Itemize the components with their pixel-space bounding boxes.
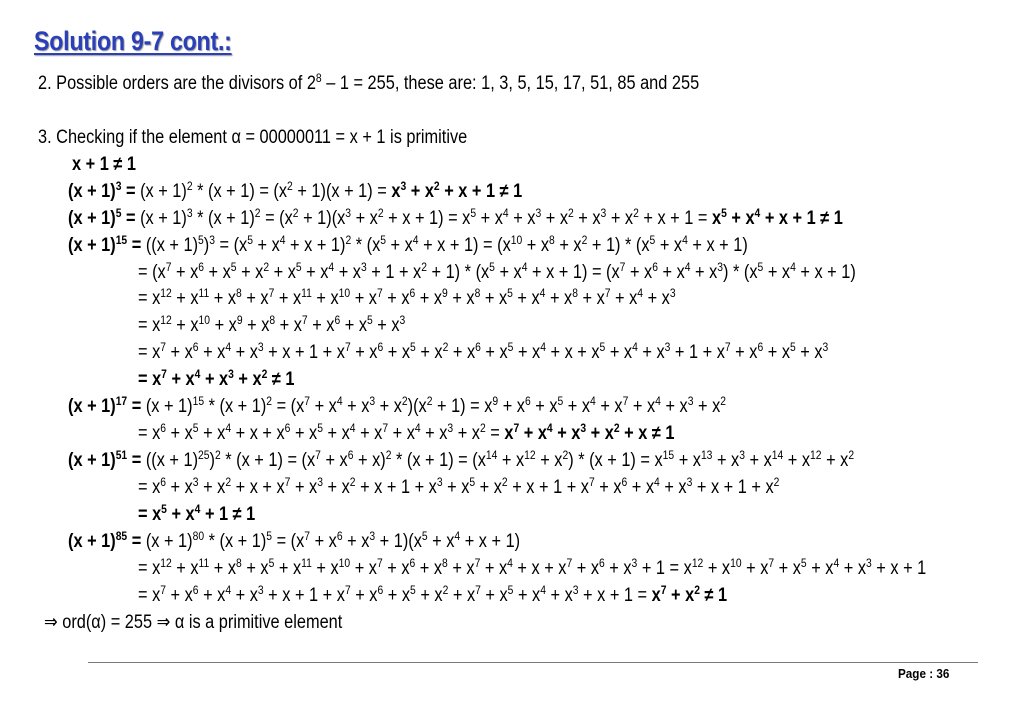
content-line: = $x^{12} + x^{11} + x^8 + x^5 + x^{11} + x^{10} + x^7 + x^6 + x^8 + x^7 + x^4 + x + x^7 + x^6 + x^3 + 1 = x^{12} + x^{10} + x^7 + x^5 + x^4 + x^3 + x + 1$ [138,556,927,579]
content-line: = $x^7 + x^4 + x^3 + x^2 \ne 1$ [138,367,295,390]
content-line: $(x + 1)^3 = (x + 1)^2 * (x + 1) = (x^2 + 1)(x + 1) = x^3 + x^2 + x + 1 \ne 1$ [68,179,523,202]
content-line: $(x + 1)^{51} = ((x + 1)^{25})^2 * (x + 1) = (x^7 + x^6 + x)^2 * (x + 1) = (x^{14} + x^{12} + x^2) * (x + 1) = x^{15} + x^{13} + x^3 + x^{14} + x^{12} + x^2$ [68,448,855,471]
content-line: $(x + 1)^5 = (x + 1)^3 * (x + 1)^2 = (x^2 + 1)(x^3 + x^2 + x + 1) = x^5 + x^4 + x^3 + x^2 + x^3 + x^2 + x + 1 = x^5 + x^4 + x + 1 \ne 1$ [68,206,843,229]
content-line: $(x + 1)^{17} = (x + 1)^{15} * (x + 1)^2 = (x^7 + x^4 + x^3 + x^2)(x^2 + 1) = x^9 + x^6 + x^5 + x^4 + x^7 + x^4 + x^3 + x^2$ [68,394,726,417]
content-line: 3. Checking if the element α = 00000011 = x + 1 is primitive [38,127,468,148]
content-line: = $x^{12} + x^{11} + x^8 + x^7 + x^{11} + x^{10} + x^7 + x^6 + x^9 + x^8 + x^5 + x^4 + x^8 + x^7 + x^4 + x^3$ [138,286,676,309]
page-number: 36 [936,666,950,681]
page-label: Page : [898,666,934,681]
content-line: = $x^7 + x^6 + x^4 + x^3 + x + 1 + x^7 + x^6 + x^5 + x^2 + x^7 + x^5 + x^4 + x^3 + x + 1 = x^7 + x^2 \ne 1$ [138,583,728,606]
content-line: $(x + 1)^{85} = (x + 1)^{80} * (x + 1)^5 = (x^7 + x^6 + x^3 + 1)(x^5 + x^4 + x + 1)$ [68,529,521,552]
content-line: = $x^6 + x^3 + x^2 + x + x^7 + x^3 + x^2 + x + 1 + x^3 + x^5 + x^2 + x + 1 + x^7 + x^6 + x^4 + x^3 + x + 1 + x^2$ [138,475,780,498]
content-line: x + 1 ≠ 1 [72,154,136,175]
content-line: = $x^5 + x^4 + 1 \ne 1$ [138,502,256,525]
content-line: = $x^7 + x^6 + x^4 + x^3 + x + 1 + x^7 + x^6 + x^5 + x^2 + x^6 + x^5 + x^4 + x + x^5 + x^4 + x^3 + 1 + x^7 + x^6 + x^5 + x^3$ [138,340,829,363]
content-line: = $x^{12} + x^{10} + x^9 + x^8 + x^7 + x^6 + x^5 + x^3$ [138,313,406,336]
page-indicator [898,666,949,681]
footer-divider [88,662,978,663]
content-line: = $x^6 + x^5 + x^4 + x + x^6 + x^5 + x^4 + x^7 + x^4 + x^3 + x^2 = x^7 + x^4 + x^3 + x^2 + x \ne 1$ [138,421,675,444]
slide-title: Solution 9-7 cont.: [34,26,232,56]
content-line: = $(x^7 + x^6 + x^5 + x^2 + x^5 + x^4 + x^3 + 1 + x^2 + 1) * (x^5 + x^4 + x + 1) = (x^7 + x^6 + x^4 + x^3) * (x^5 + x^4 + x + 1)$ [138,260,856,283]
content-line: $(x + 1)^{15} = ((x + 1)^5)^3 = (x^5 + x^4 + x + 1)^2 * (x^5 + x^4 + x + 1) = (x^{10} + x^8 + x^2 + 1) * (x^5 + x^4 + x + 1)$ [68,233,748,256]
conclusion-line: ⇒ ord(α) = 255 ⇒ α is a primitive element [44,612,343,633]
content-line: 2. Possible orders are the divisors of $2^8 - 1 = 255$, these are: 1, 3, 5, 15, 17, 51, 85 and 255 [38,71,700,94]
